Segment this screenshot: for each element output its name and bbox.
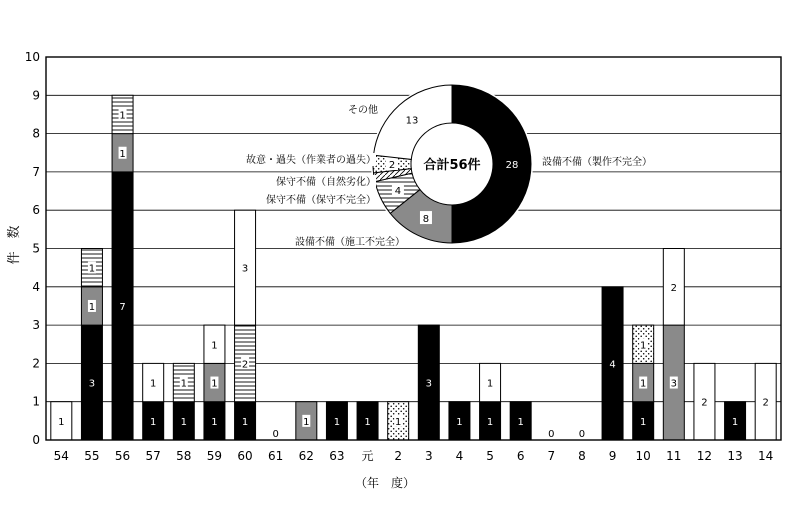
x-tick-label: 54	[53, 449, 69, 463]
x-tick-label: 10	[635, 449, 651, 463]
y-tick-label: 8	[32, 126, 40, 141]
x-tick-label: 14	[758, 449, 774, 463]
x-tick-label: 7	[547, 449, 556, 463]
y-tick-label: 1	[32, 394, 40, 409]
data-label: 1	[88, 263, 96, 275]
data-label: 1	[640, 416, 647, 428]
data-label: 1	[333, 416, 341, 428]
donut-slice-label: 設備不備（施工不完全）	[295, 237, 405, 248]
donut-value-label: 28	[505, 160, 519, 171]
donut-slice-label: 保守不備（自然劣化）	[276, 177, 376, 188]
x-tick-label: 6	[516, 449, 525, 463]
x-tick-label: 12	[696, 449, 713, 463]
x-tick-label: 4	[455, 449, 464, 463]
data-label: 1	[211, 340, 218, 352]
donut-value-label: 8	[422, 214, 430, 226]
x-tick-label: 62	[298, 449, 314, 463]
x-axis-title: （年 度）	[354, 476, 416, 490]
zero-label: 0	[578, 429, 586, 440]
donut-slice-label: その他	[348, 105, 378, 116]
donut-center-label: 合計56件	[423, 158, 481, 173]
data-label: 1	[211, 378, 218, 390]
data-label: 1	[180, 378, 187, 390]
x-tick-label: 9	[608, 449, 617, 463]
data-label: 1	[241, 416, 249, 428]
y-axis-title: 件 数	[7, 225, 22, 265]
data-label: 1	[211, 416, 218, 428]
y-tick-label: 7	[32, 164, 40, 179]
data-label: 1	[180, 416, 187, 428]
x-tick-label: 2	[394, 449, 403, 463]
data-label: 1	[364, 416, 371, 428]
data-label: 1	[58, 416, 65, 428]
data-label: 1	[640, 378, 647, 390]
donut-slice-label: 保守不備（保守不完全）	[266, 195, 376, 206]
zero-label: 0	[548, 429, 555, 440]
x-tick-label: 60	[237, 449, 253, 463]
y-tick-label: 3	[32, 318, 40, 333]
data-label: 1	[88, 301, 96, 313]
donut-value-label: 2	[388, 160, 396, 171]
donut-value-label: 4	[394, 186, 402, 198]
data-label: 3	[425, 378, 432, 390]
data-label: 4	[609, 359, 616, 371]
data-label: 7	[119, 301, 126, 313]
x-tick-label: 59	[206, 449, 223, 463]
data-label: 1	[517, 416, 524, 428]
data-label: 1	[640, 340, 647, 352]
data-label: 1	[486, 378, 494, 390]
donut-layer	[240, 83, 655, 248]
x-tick-label: 58	[176, 449, 192, 463]
data-label: 1	[731, 416, 739, 428]
x-tick-label: 55	[84, 449, 100, 463]
x-tick-label: 11	[666, 449, 682, 463]
y-tick-label: 0	[32, 433, 40, 447]
x-tick-label: 63	[329, 449, 345, 463]
data-label: 1	[150, 416, 157, 428]
data-label: 2	[670, 282, 677, 294]
y-tick-label: 10	[24, 50, 40, 64]
data-label: 3	[241, 263, 249, 275]
data-label: 3	[670, 378, 677, 390]
data-label: 1	[456, 416, 463, 428]
data-label: 1	[119, 110, 126, 122]
data-label: 1	[486, 416, 494, 428]
data-label: 1	[395, 416, 402, 428]
data-label: 1	[303, 416, 310, 428]
data-label: 3	[88, 378, 96, 390]
y-tick-label: 6	[32, 203, 40, 218]
x-tick-label: 61	[268, 449, 284, 463]
x-tick-label: 元	[361, 449, 374, 463]
x-tick-label: 8	[578, 449, 586, 463]
data-label: 1	[119, 148, 126, 160]
y-tick-label: 4	[32, 279, 40, 294]
donut-slice-label: 故意・過失（作業者の過失）	[246, 155, 376, 166]
zero-label: 0	[272, 429, 279, 440]
x-tick-label: 5	[486, 449, 494, 463]
y-tick-label: 9	[32, 88, 40, 103]
data-label: 1	[150, 378, 157, 390]
y-tick-label: 2	[32, 356, 40, 371]
x-tick-label: 57	[145, 449, 161, 463]
data-label: 2	[701, 397, 708, 409]
data-label: 2	[762, 397, 769, 409]
data-label: 2	[241, 359, 249, 371]
x-tick-label: 3	[424, 449, 433, 463]
x-tick-label: 13	[727, 449, 743, 463]
donut-slice-label: 設備不備（製作不完全）	[542, 157, 652, 168]
donut-value-label: 13	[405, 115, 419, 127]
x-tick-label: 56	[114, 449, 131, 463]
y-tick-label: 5	[32, 241, 40, 256]
